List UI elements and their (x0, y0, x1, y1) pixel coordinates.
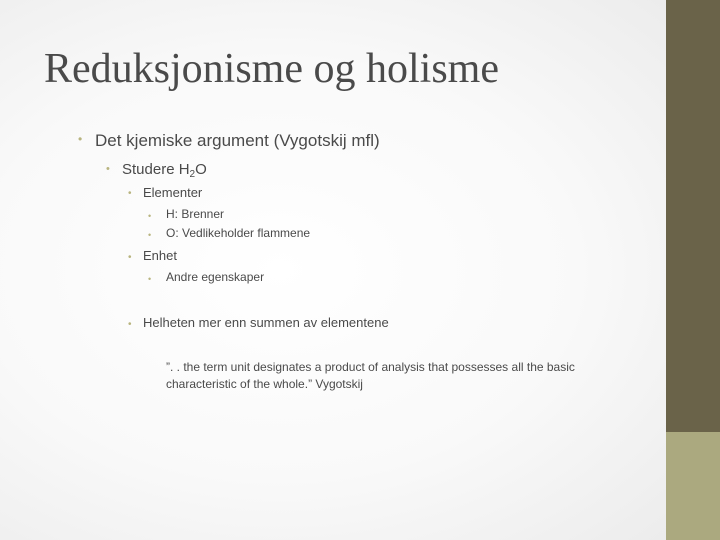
bullet-text-suffix: O (195, 161, 207, 178)
subscript-two: 2 (189, 169, 196, 180)
bullet-dot: • (128, 252, 132, 263)
side-band-light (666, 432, 720, 540)
side-band-dark (666, 0, 720, 432)
bullet-dot: • (78, 132, 83, 146)
slide-title: Reduksjonisme og holisme (44, 46, 499, 92)
bullet-level4-h: H: Brenner (166, 207, 225, 221)
bullet-level3-enhet: Enhet (143, 248, 177, 263)
bullet-level2-studere (122, 161, 207, 180)
bullet-level4-egenskaper: Andre egenskaper (166, 270, 265, 284)
bullet-dot: • (128, 188, 132, 199)
bullet-level1-argument: Det kjemiske argument (Vygotskij mfl) (95, 131, 380, 150)
bullet-dot: • (148, 211, 152, 221)
bullet-dot: • (148, 230, 152, 240)
bullet-level3-elementer: Elementer (143, 185, 203, 200)
bullet-dot: • (148, 274, 152, 284)
bullet-dot: • (128, 319, 132, 330)
vygotskij-quote: ”. . the term unit designates a product of analysis that possesses all the basic characteristic of the whole.” Vygotskij (166, 360, 575, 391)
bullet-text-prefix: Studere H (122, 161, 190, 178)
bullet-level3-helheten: Helheten mer enn summen av elementene (143, 315, 389, 330)
bullet-dot: • (106, 163, 110, 175)
bullet-level4-o: O: Vedlikeholder flammene (166, 226, 311, 240)
